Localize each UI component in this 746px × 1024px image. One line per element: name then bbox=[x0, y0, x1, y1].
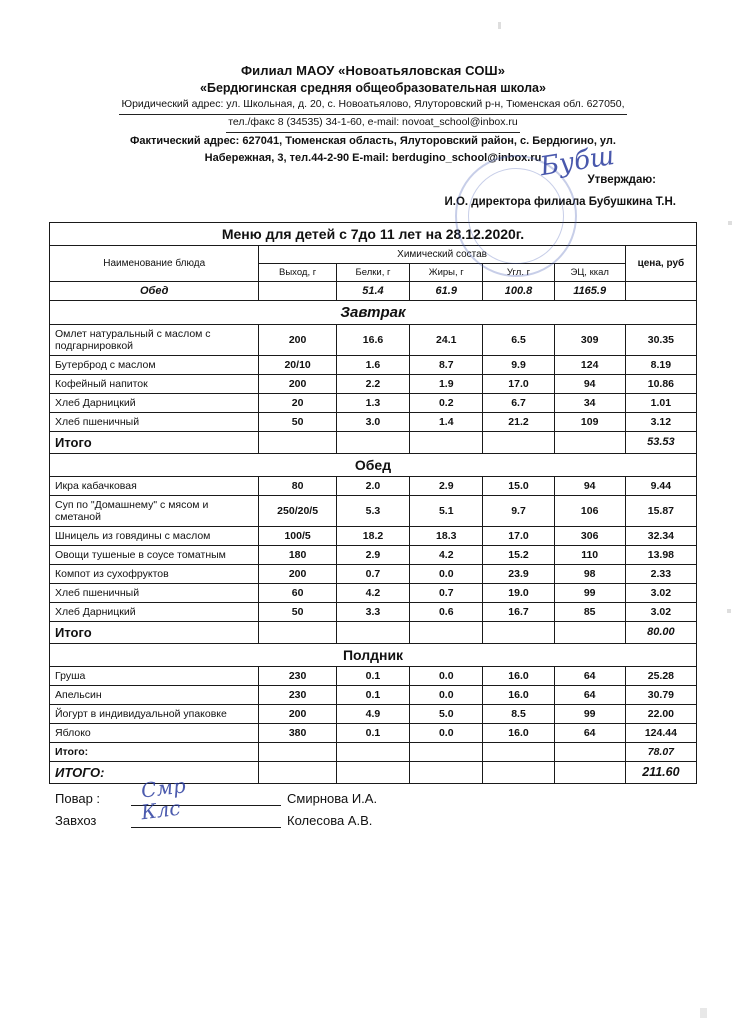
table-header-row-1 bbox=[50, 245, 697, 263]
supply-name: Колесова А.В. bbox=[287, 812, 373, 828]
total-price: 78.07 bbox=[625, 742, 696, 761]
section-total-breakfast bbox=[50, 431, 697, 453]
table-row bbox=[50, 476, 697, 495]
round-stamp-icon bbox=[455, 155, 577, 277]
dish-ugl: 6.5 bbox=[483, 324, 554, 355]
dish-ec: 85 bbox=[554, 602, 625, 621]
total-empty-cell bbox=[483, 431, 554, 453]
header-ugl: Угл. г bbox=[483, 263, 554, 281]
total-empty-cell bbox=[259, 742, 336, 761]
dish-ugl: 16.7 bbox=[483, 602, 554, 621]
section-title: Завтрак bbox=[50, 300, 697, 324]
dish-name: Хлеб Дарницкий bbox=[50, 602, 259, 621]
dish-price: 124.44 bbox=[625, 723, 696, 742]
dish-belki: 0.1 bbox=[336, 666, 409, 685]
dish-belki: 5.3 bbox=[336, 495, 409, 526]
dish-vyhod: 200 bbox=[259, 324, 336, 355]
dish-belki: 2.0 bbox=[336, 476, 409, 495]
dish-ec: 94 bbox=[554, 374, 625, 393]
grand-empty-cell bbox=[336, 761, 409, 783]
dish-zhiry: 0.6 bbox=[410, 602, 483, 621]
dish-belki: 0.1 bbox=[336, 685, 409, 704]
dish-vyhod: 100/5 bbox=[259, 526, 336, 545]
supply-label: Завхоз bbox=[55, 812, 97, 828]
dish-ec: 64 bbox=[554, 666, 625, 685]
total-price: 80.00 bbox=[625, 621, 696, 643]
table-row bbox=[50, 355, 697, 374]
dish-belki: 1.3 bbox=[336, 393, 409, 412]
total-empty-cell bbox=[336, 431, 409, 453]
dish-price: 30.79 bbox=[625, 685, 696, 704]
dish-vyhod: 180 bbox=[259, 545, 336, 564]
dish-vyhod: 60 bbox=[259, 583, 336, 602]
summary-row bbox=[50, 281, 697, 300]
dish-name: Омлет натуральный с маслом с подгарнировкой bbox=[50, 324, 259, 355]
dish-price: 22.00 bbox=[625, 704, 696, 723]
supply-signature-line bbox=[131, 795, 281, 828]
dish-ugl: 17.0 bbox=[483, 526, 554, 545]
dish-price: 10.86 bbox=[625, 374, 696, 393]
document-header bbox=[0, 0, 746, 208]
table-row bbox=[50, 704, 697, 723]
dish-zhiry: 0.0 bbox=[410, 685, 483, 704]
dish-zhiry: 5.1 bbox=[410, 495, 483, 526]
menu-table bbox=[49, 222, 697, 784]
dish-name: Хлеб Дарницкий bbox=[50, 393, 259, 412]
dish-belki: 3.3 bbox=[336, 602, 409, 621]
dish-vyhod: 200 bbox=[259, 704, 336, 723]
dish-zhiry: 0.0 bbox=[410, 564, 483, 583]
cook-name: Смирнова И.А. bbox=[287, 790, 378, 806]
dish-vyhod: 230 bbox=[259, 666, 336, 685]
dish-belki: 18.2 bbox=[336, 526, 409, 545]
table-row bbox=[50, 666, 697, 685]
total-empty-cell bbox=[410, 621, 483, 643]
total-empty-cell bbox=[336, 621, 409, 643]
director-signature-icon: Бубш bbox=[538, 140, 617, 183]
table-row bbox=[50, 583, 697, 602]
dish-name: Апельсин bbox=[50, 685, 259, 704]
dish-belki: 2.2 bbox=[336, 374, 409, 393]
dish-name: Суп по "Домашнему" с мясом и сметаной bbox=[50, 495, 259, 526]
dish-ec: 110 bbox=[554, 545, 625, 564]
menu-title-row bbox=[50, 222, 697, 245]
section-total-lunch bbox=[50, 621, 697, 643]
total-label: Итого bbox=[50, 621, 259, 643]
dish-name: Компот из сухофруктов bbox=[50, 564, 259, 583]
dish-vyhod: 200 bbox=[259, 374, 336, 393]
total-label: Итого bbox=[50, 431, 259, 453]
dish-ugl: 16.0 bbox=[483, 666, 554, 685]
summary-zhiry: 61.9 bbox=[410, 281, 483, 300]
dish-vyhod: 20 bbox=[259, 393, 336, 412]
dish-zhiry: 0.0 bbox=[410, 723, 483, 742]
dish-name: Груша bbox=[50, 666, 259, 685]
dish-belki: 4.2 bbox=[336, 583, 409, 602]
summary-vyhod bbox=[259, 281, 336, 300]
header-vyhod: Выход, г bbox=[259, 263, 336, 281]
dish-ec: 106 bbox=[554, 495, 625, 526]
organization-title: Филиал МАОУ «Новоатьяловская СОШ» bbox=[240, 63, 506, 78]
dish-ugl: 17.0 bbox=[483, 374, 554, 393]
dish-belki: 4.9 bbox=[336, 704, 409, 723]
dish-name: Кофейный напиток bbox=[50, 374, 259, 393]
dish-name: Овощи тушеные в соусе томатным bbox=[50, 545, 259, 564]
dish-zhiry: 1.4 bbox=[410, 412, 483, 431]
dish-ugl: 8.5 bbox=[483, 704, 554, 723]
table-row bbox=[50, 324, 697, 355]
header-ec: ЭЦ, ккал bbox=[554, 263, 625, 281]
dish-vyhod: 230 bbox=[259, 685, 336, 704]
scan-speck bbox=[727, 609, 731, 613]
menu-table-wrapper bbox=[49, 222, 697, 784]
table-row bbox=[50, 495, 697, 526]
dish-ec: 64 bbox=[554, 723, 625, 742]
dish-price: 25.28 bbox=[625, 666, 696, 685]
dish-price: 9.44 bbox=[625, 476, 696, 495]
total-label: Итого: bbox=[50, 742, 259, 761]
phone-email-line bbox=[0, 115, 746, 133]
dish-vyhod: 50 bbox=[259, 602, 336, 621]
dish-zhiry: 2.9 bbox=[410, 476, 483, 495]
total-empty-cell bbox=[554, 742, 625, 761]
dish-ec: 94 bbox=[554, 476, 625, 495]
cook-label: Повар : bbox=[55, 790, 101, 806]
dish-vyhod: 200 bbox=[259, 564, 336, 583]
header-price: цена, руб bbox=[625, 245, 696, 281]
total-empty-cell bbox=[483, 621, 554, 643]
dish-belki: 1.6 bbox=[336, 355, 409, 374]
scan-speck bbox=[498, 22, 501, 29]
dish-price: 13.98 bbox=[625, 545, 696, 564]
dish-belki: 0.7 bbox=[336, 564, 409, 583]
dish-vyhod: 20/10 bbox=[259, 355, 336, 374]
dish-zhiry: 0.2 bbox=[410, 393, 483, 412]
total-empty-cell bbox=[259, 621, 336, 643]
dish-ugl: 16.0 bbox=[483, 723, 554, 742]
table-row bbox=[50, 685, 697, 704]
total-empty-cell bbox=[554, 431, 625, 453]
summary-price bbox=[625, 281, 696, 300]
section-header-breakfast bbox=[50, 300, 697, 324]
dish-vyhod: 50 bbox=[259, 412, 336, 431]
dish-zhiry: 24.1 bbox=[410, 324, 483, 355]
dish-zhiry: 8.7 bbox=[410, 355, 483, 374]
dish-vyhod: 80 bbox=[259, 476, 336, 495]
dish-zhiry: 18.3 bbox=[410, 526, 483, 545]
table-row bbox=[50, 564, 697, 583]
total-empty-cell bbox=[554, 621, 625, 643]
dish-vyhod: 250/20/5 bbox=[259, 495, 336, 526]
header-dish-name: Наименование блюда bbox=[50, 245, 259, 281]
actual-address-line1: Фактический адрес: 627041, Тюменская область, Ялуторовский район, с. Бердюгино, ул. bbox=[130, 134, 616, 147]
dish-zhiry: 0.7 bbox=[410, 583, 483, 602]
dish-price: 8.19 bbox=[625, 355, 696, 374]
dish-belki: 2.9 bbox=[336, 545, 409, 564]
dish-ugl: 23.9 bbox=[483, 564, 554, 583]
phone-email-text: тел./факс 8 (34535) 34-1-60, e-mail: novoat_school@inbox.ru bbox=[226, 115, 520, 133]
dish-zhiry: 0.0 bbox=[410, 666, 483, 685]
dish-price: 3.12 bbox=[625, 412, 696, 431]
grand-total-label: ИТОГО: bbox=[50, 761, 259, 783]
grand-total-price: 211.60 bbox=[625, 761, 696, 783]
supply-signature-icon: Клс bbox=[139, 795, 182, 825]
summary-label: Обед bbox=[50, 281, 259, 300]
header-zhiry: Жиры, г bbox=[410, 263, 483, 281]
table-row bbox=[50, 393, 697, 412]
signature-footer bbox=[49, 773, 697, 828]
table-row bbox=[50, 723, 697, 742]
summary-ugl: 100.8 bbox=[483, 281, 554, 300]
summary-ec: 1165.9 bbox=[554, 281, 625, 300]
dish-price: 2.33 bbox=[625, 564, 696, 583]
total-empty-cell bbox=[410, 431, 483, 453]
section-title: Обед bbox=[50, 453, 697, 476]
dish-belki: 16.6 bbox=[336, 324, 409, 355]
dish-ugl: 15.0 bbox=[483, 476, 554, 495]
dish-zhiry: 4.2 bbox=[410, 545, 483, 564]
dish-ugl: 21.2 bbox=[483, 412, 554, 431]
dish-name: Икра кабачковая bbox=[50, 476, 259, 495]
table-row bbox=[50, 526, 697, 545]
grand-empty-cell bbox=[554, 761, 625, 783]
dish-zhiry: 5.0 bbox=[410, 704, 483, 723]
table-row bbox=[50, 412, 697, 431]
dish-ec: 64 bbox=[554, 685, 625, 704]
organization-subtitle: «Бердюгинская средняя общеобразовательная школа» bbox=[200, 80, 546, 95]
dish-ec: 306 bbox=[554, 526, 625, 545]
dish-zhiry: 1.9 bbox=[410, 374, 483, 393]
dish-ec: 98 bbox=[554, 564, 625, 583]
dish-name: Бутерброд с маслом bbox=[50, 355, 259, 374]
section-header-lunch bbox=[50, 453, 697, 476]
dish-price: 3.02 bbox=[625, 583, 696, 602]
dish-ugl: 6.7 bbox=[483, 393, 554, 412]
menu-title: Меню для детей с 7до 11 лет на 28.12.2020г. bbox=[50, 222, 697, 245]
dish-ec: 99 bbox=[554, 704, 625, 723]
header-chemical-composition: Химический состав bbox=[259, 245, 625, 263]
section-title: Полдник bbox=[50, 643, 697, 666]
legal-address-text: Юридический адрес: ул. Школьная, д. 20, с. Новоатьялово, Ялуторовский р-н, Тюменская обл. 627050, bbox=[119, 97, 626, 115]
dish-ec: 309 bbox=[554, 324, 625, 355]
dish-price: 3.02 bbox=[625, 602, 696, 621]
summary-belki: 51.4 bbox=[336, 281, 409, 300]
header-belki: Белки, г bbox=[336, 263, 409, 281]
dish-name: Йогурт в индивидуальной упаковке bbox=[50, 704, 259, 723]
total-empty-cell bbox=[336, 742, 409, 761]
dish-ec: 124 bbox=[554, 355, 625, 374]
section-header-snack bbox=[50, 643, 697, 666]
dish-ec: 99 bbox=[554, 583, 625, 602]
total-price: 53.53 bbox=[625, 431, 696, 453]
total-empty-cell bbox=[259, 431, 336, 453]
dish-ec: 34 bbox=[554, 393, 625, 412]
grand-empty-cell bbox=[259, 761, 336, 783]
dish-belki: 0.1 bbox=[336, 723, 409, 742]
dish-ugl: 15.2 bbox=[483, 545, 554, 564]
actual-address-line2: Набережная, 3, тел.44-2-90 E-mail: berdugino_school@inbox.ru bbox=[204, 152, 542, 165]
dish-name: Хлеб пшеничный bbox=[50, 583, 259, 602]
scan-speck bbox=[700, 1008, 707, 1018]
dish-price: 1.01 bbox=[625, 393, 696, 412]
table-row bbox=[50, 602, 697, 621]
scan-speck bbox=[728, 221, 732, 225]
total-empty-cell bbox=[410, 742, 483, 761]
dish-name: Хлеб пшеничный bbox=[50, 412, 259, 431]
dish-ugl: 9.7 bbox=[483, 495, 554, 526]
approve-label: Утверждаю: bbox=[587, 173, 656, 186]
dish-name: Яблоко bbox=[50, 723, 259, 742]
dish-belki: 3.0 bbox=[336, 412, 409, 431]
dish-ugl: 9.9 bbox=[483, 355, 554, 374]
dish-ec: 109 bbox=[554, 412, 625, 431]
dish-price: 32.34 bbox=[625, 526, 696, 545]
table-row bbox=[50, 374, 697, 393]
dish-ugl: 16.0 bbox=[483, 685, 554, 704]
dish-vyhod: 380 bbox=[259, 723, 336, 742]
dish-ugl: 19.0 bbox=[483, 583, 554, 602]
cook-signature-icon: Смр bbox=[139, 773, 187, 803]
dish-price: 30.35 bbox=[625, 324, 696, 355]
dish-price: 15.87 bbox=[625, 495, 696, 526]
total-empty-cell bbox=[483, 742, 554, 761]
legal-address bbox=[0, 97, 746, 115]
approve-row bbox=[0, 174, 746, 186]
grand-empty-cell bbox=[410, 761, 483, 783]
dish-name: Шницель из говядины с маслом bbox=[50, 526, 259, 545]
table-row bbox=[50, 545, 697, 564]
grand-empty-cell bbox=[483, 761, 554, 783]
director-line: И.О. директора филиала Бубушкина Т.Н. bbox=[444, 195, 676, 208]
section-total-snack bbox=[50, 742, 697, 761]
